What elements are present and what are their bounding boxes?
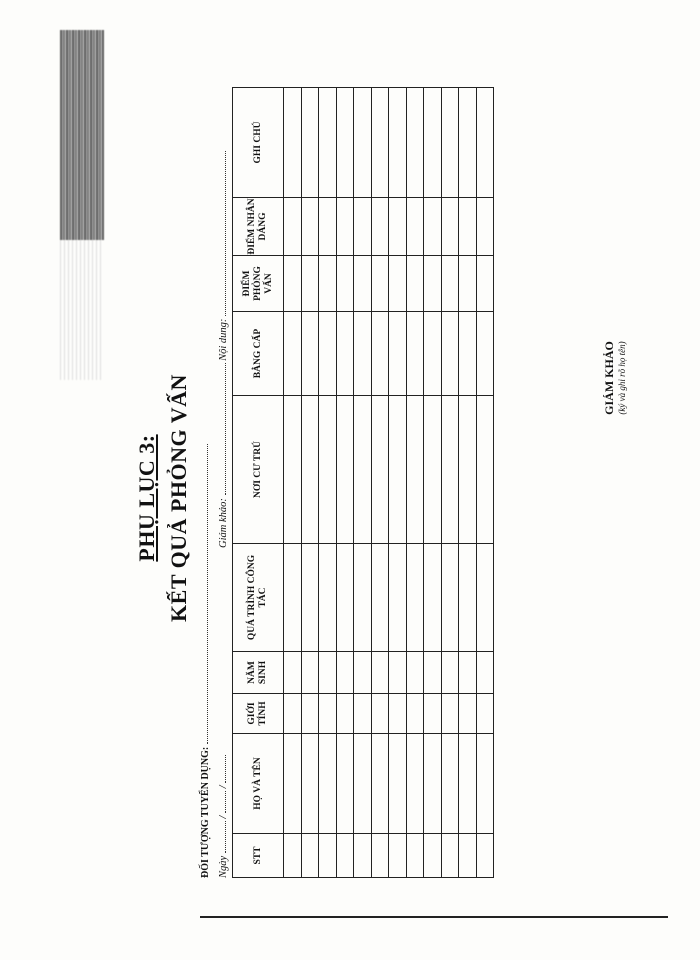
table-cell (336, 544, 354, 652)
table-cell (406, 834, 424, 878)
content-label: Nội dung: (218, 318, 229, 361)
table-cell (476, 652, 494, 694)
table-cell (319, 652, 337, 694)
header-appearance-score: ĐIỂM NHÂN DÁNG (233, 198, 284, 256)
scan-artifact (60, 30, 104, 240)
header-notes: GHI CHÚ (233, 88, 284, 198)
table-cell (336, 734, 354, 834)
header-degree: BẰNG CẤP (233, 312, 284, 396)
table-row (301, 88, 319, 878)
table-cell (389, 694, 407, 734)
table-cell (406, 88, 424, 198)
table-row (336, 88, 354, 878)
header-residence: NƠI CƯ TRÚ (233, 396, 284, 544)
table-cell (424, 694, 442, 734)
table-cell (424, 652, 442, 694)
table-cell (406, 198, 424, 256)
date-field: Ngày / / (216, 755, 229, 878)
table-header-row (233, 88, 284, 878)
table-cell (389, 88, 407, 198)
signature-title: GIÁM KHẢO (602, 341, 616, 415)
table-cell (319, 88, 337, 198)
table-cell (319, 198, 337, 256)
table-cell (319, 734, 337, 834)
table-cell (441, 834, 459, 878)
table-row (284, 88, 302, 878)
table-cell (319, 694, 337, 734)
table-row (389, 88, 407, 878)
target-field (198, 444, 211, 878)
table-row (476, 88, 494, 878)
interview-results-table (232, 87, 494, 878)
table-cell (476, 694, 494, 734)
table-cell (284, 652, 302, 694)
header-work-history: QUÁ TRÌNH CÔNG TÁC (233, 544, 284, 652)
table-cell (389, 256, 407, 312)
table-cell (284, 544, 302, 652)
table-cell (371, 544, 389, 652)
table-cell (459, 88, 477, 198)
table-cell (441, 396, 459, 544)
table-cell (459, 198, 477, 256)
table-cell (424, 312, 442, 396)
table-cell (371, 834, 389, 878)
table-cell (476, 198, 494, 256)
header-birth-year: NĂM SINH (233, 652, 284, 694)
table-cell (371, 396, 389, 544)
table-cell (371, 652, 389, 694)
table-cell (459, 734, 477, 834)
table-cell (459, 544, 477, 652)
form-title: KẾT QUẢ PHỎNG VẤN (166, 374, 191, 622)
table-cell (371, 88, 389, 198)
table-cell (441, 256, 459, 312)
table-cell (301, 834, 319, 878)
table-cell (406, 312, 424, 396)
table-cell (284, 312, 302, 396)
table-cell (389, 198, 407, 256)
table-row (406, 88, 424, 878)
table-cell (441, 198, 459, 256)
table-cell (424, 198, 442, 256)
date-label: Ngày (218, 855, 229, 878)
table-cell (301, 734, 319, 834)
table-cell (406, 256, 424, 312)
target-dotted-line (198, 444, 208, 744)
table-cell (441, 312, 459, 396)
table-cell (354, 544, 372, 652)
table-cell (371, 256, 389, 312)
table-cell (301, 198, 319, 256)
table-cell (284, 256, 302, 312)
table-body (284, 88, 494, 878)
table-cell (424, 88, 442, 198)
table-cell (354, 396, 372, 544)
examiner-field (216, 151, 229, 548)
table-cell (284, 734, 302, 834)
signature-block (602, 278, 627, 478)
table-cell (336, 312, 354, 396)
signature-note: (ký và ghi rõ họ tên) (617, 341, 627, 415)
table-row (459, 88, 477, 878)
header-full-name: HỌ VÀ TÊN (233, 734, 284, 834)
table-cell (476, 544, 494, 652)
examiner-label: Giám khảo: (218, 498, 229, 548)
table-cell (336, 256, 354, 312)
table-cell (459, 652, 477, 694)
table-cell (406, 734, 424, 834)
table-cell (354, 734, 372, 834)
table-cell (336, 396, 354, 544)
table-cell (406, 652, 424, 694)
table-cell (301, 396, 319, 544)
target-label: ĐỐI TƯỢNG TUYỂN DỤNG: (200, 746, 211, 878)
table-cell (424, 256, 442, 312)
table-cell (319, 256, 337, 312)
table-cell (424, 734, 442, 834)
table-cell (371, 734, 389, 834)
header-stt: STT (233, 834, 284, 878)
table-cell (459, 396, 477, 544)
table-row (424, 88, 442, 878)
table-cell (476, 256, 494, 312)
table-cell (459, 834, 477, 878)
table-cell (389, 396, 407, 544)
table-cell (336, 198, 354, 256)
table-cell (406, 694, 424, 734)
appendix-heading: PHỤ LỤC 3: (134, 434, 159, 562)
table-cell (284, 88, 302, 198)
table-cell (389, 312, 407, 396)
header-gender: GIỚI TÍNH (233, 694, 284, 734)
table-cell (336, 694, 354, 734)
table-cell (441, 652, 459, 694)
table-cell (284, 396, 302, 544)
table-cell (424, 834, 442, 878)
table-cell (336, 652, 354, 694)
table-cell (354, 312, 372, 396)
table-cell (354, 694, 372, 734)
table-cell (371, 694, 389, 734)
table-cell (354, 88, 372, 198)
table-cell (441, 544, 459, 652)
table-cell (301, 256, 319, 312)
table-cell (284, 834, 302, 878)
table-row (354, 88, 372, 878)
table-cell (301, 312, 319, 396)
table-cell (476, 312, 494, 396)
table-cell (389, 652, 407, 694)
table-cell (319, 396, 337, 544)
table-cell (441, 694, 459, 734)
table-cell (354, 652, 372, 694)
table-cell (441, 88, 459, 198)
table-cell (406, 544, 424, 652)
table-cell (389, 734, 407, 834)
table-cell (301, 652, 319, 694)
header-interview-score: ĐIỂM PHỎNG VẤN (233, 256, 284, 312)
page-bottom-rule (200, 916, 668, 918)
table-cell (476, 396, 494, 544)
table-cell (424, 396, 442, 544)
table-cell (284, 694, 302, 734)
table-cell (319, 544, 337, 652)
table-cell (389, 834, 407, 878)
table-cell (371, 312, 389, 396)
table-cell (336, 834, 354, 878)
table-cell (319, 834, 337, 878)
table-cell (389, 544, 407, 652)
table-cell (459, 256, 477, 312)
table-cell (476, 734, 494, 834)
table-cell (354, 256, 372, 312)
table-cell (319, 312, 337, 396)
rotated-form (132, 118, 652, 878)
table-row (441, 88, 459, 878)
table-cell (301, 544, 319, 652)
table-cell (354, 834, 372, 878)
table-row (319, 88, 337, 878)
table-cell (406, 396, 424, 544)
table-cell (476, 834, 494, 878)
table-cell (284, 198, 302, 256)
table-cell (476, 88, 494, 198)
table-cell (441, 734, 459, 834)
table-cell (336, 88, 354, 198)
table-cell (459, 694, 477, 734)
table-cell (301, 694, 319, 734)
table-cell (354, 198, 372, 256)
table-cell (371, 198, 389, 256)
table-cell (301, 88, 319, 198)
table-row (371, 88, 389, 878)
table-cell (424, 544, 442, 652)
table-cell (459, 312, 477, 396)
